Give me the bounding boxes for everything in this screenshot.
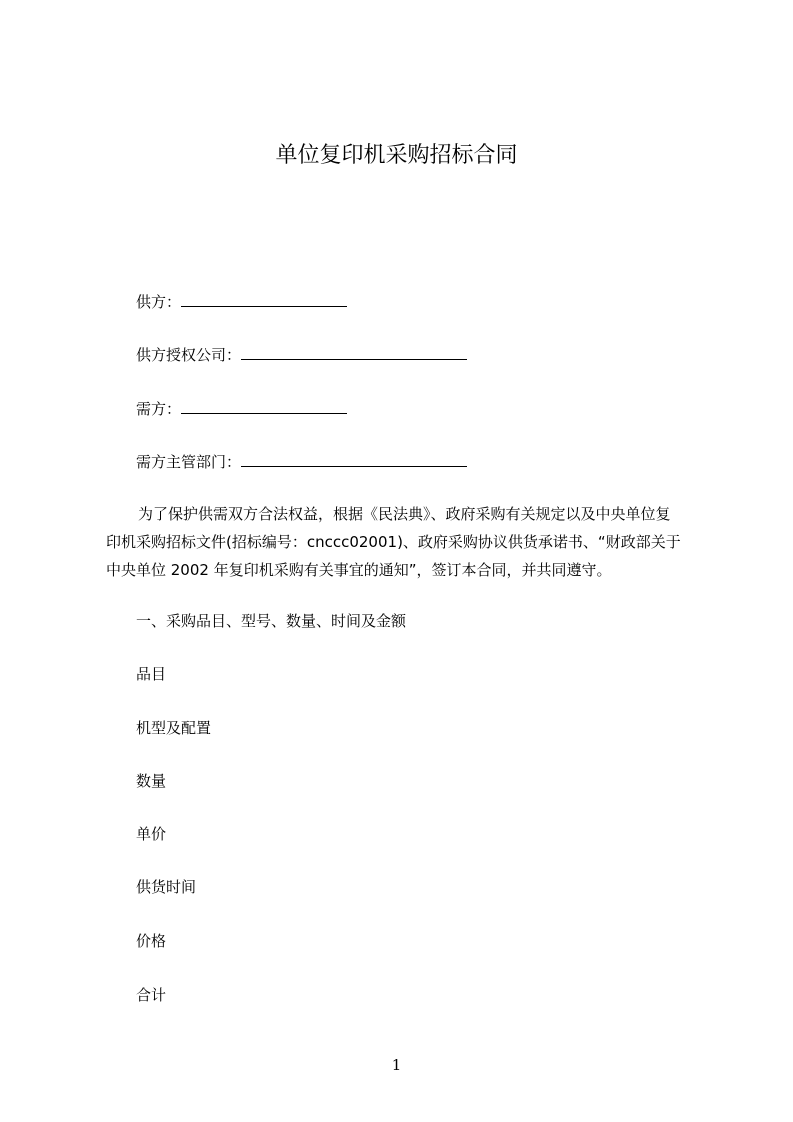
buyer-department-blank (241, 452, 467, 467)
buyer-blank (181, 399, 347, 414)
list-item: 合计 (136, 986, 167, 1004)
supplier-blank (181, 292, 347, 307)
supplier-field (136, 292, 347, 312)
buyer-department-field (136, 452, 467, 472)
intro-line-2: 印机采购招标文件(招标编号：cnccc02001)、政府采购协议供货承诺书、“财政部关于 (106, 533, 681, 551)
buyer-field (136, 399, 347, 419)
page-number: 1 (391, 1056, 402, 1074)
supplier-authorized-company-blank (241, 345, 467, 360)
list-item: 单价 (136, 825, 167, 843)
intro-line-3: 中央单位 2002 年复印机采购有关事宜的通知”，签订本合同，并共同遵守。 (106, 561, 612, 579)
list-item: 供货时间 (136, 878, 197, 896)
supplier-authorized-company-label: 供方授权公司： (136, 346, 242, 364)
list-item: 品目 (136, 665, 167, 683)
list-item: 机型及配置 (136, 719, 212, 737)
supplier-label: 供方： (136, 293, 182, 311)
list-item: 数量 (136, 772, 167, 790)
intro-line-1: 为了保护供需双方合法权益，根据《民法典》、政府采购有关规定以及中央单位复 (138, 505, 671, 523)
list-item: 价格 (136, 932, 167, 950)
buyer-label: 需方： (136, 400, 182, 418)
supplier-authorized-company-field (136, 345, 467, 365)
intro-paragraph (106, 500, 706, 584)
section-heading: 一、采购品目、型号、数量、时间及金额 (136, 612, 407, 630)
buyer-department-label: 需方主管部门： (136, 453, 242, 471)
page-title: 单位复印机采购招标合同 (275, 143, 518, 168)
